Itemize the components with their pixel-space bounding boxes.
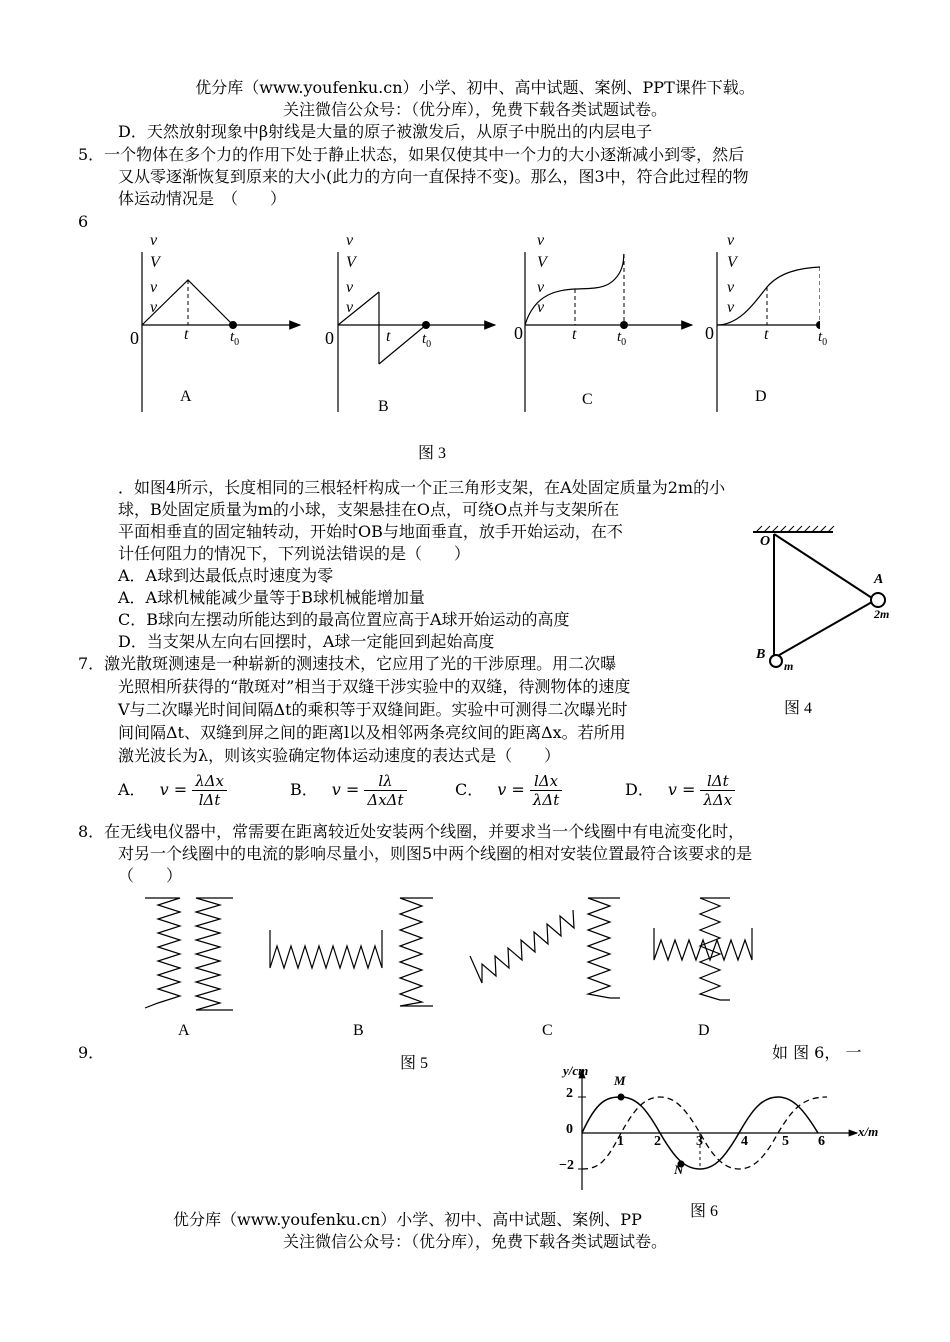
fig3-d-V: V bbox=[727, 254, 737, 271]
fig6-tick-x2: 2 bbox=[654, 1134, 661, 1149]
fig3-a-v1: v bbox=[150, 232, 158, 249]
fig4-label-m: m bbox=[784, 659, 794, 673]
fig5-label-d: D bbox=[698, 1022, 710, 1039]
fig6-tick-yn2: −2 bbox=[559, 1158, 574, 1173]
q7-line-4: 间间隔Δt、双缝到屏之间的距离l以及相邻两条亮纹间的距离Δx。若所用 bbox=[118, 723, 626, 742]
fig3-c-v2: v bbox=[537, 279, 545, 296]
fig3-b-v2: v bbox=[346, 279, 354, 296]
q8-line-1: 8．在无线电仪器中，常需要在距离较近处安装两个线圈，并要求当一个线圈中有电流变化时， bbox=[78, 822, 745, 841]
q9-number: 9． bbox=[78, 1043, 105, 1062]
fig6-tick-y2: 2 bbox=[566, 1086, 573, 1101]
graph-a bbox=[142, 252, 300, 412]
fig3-b-v3: v bbox=[346, 299, 354, 316]
q6-option-c: C．B球向左摆动所能达到的最高位置应高于A球开始运动的高度 bbox=[118, 610, 570, 629]
fig3-a-v2: v bbox=[150, 279, 158, 296]
fig3-caption: 图 3 bbox=[418, 445, 447, 462]
figure-3 bbox=[120, 232, 823, 422]
q5-line-2: 又从零逐渐恢复到原来的大小(此力的方向一直保持不变)。那么，图3中，符合此过程的物 bbox=[118, 167, 749, 186]
header-line-1: 优分库（www.youfenku.cn）小学、初中、高中试题、案例、PPT课件下载。 bbox=[195, 78, 755, 97]
fig3-label-c: C bbox=[582, 391, 593, 408]
fig3-c-v1: v bbox=[537, 232, 545, 249]
fig3-d-origin: 0 bbox=[705, 323, 714, 343]
q6-line-4: 计任何阻力的情况下，下列说法错误的是（ ） bbox=[118, 544, 471, 563]
q7-option-a: A． v = $\frac{\text{λΔx}}{\text{lΔt}}$ bbox=[118, 772, 227, 809]
fig3-d-v1: v bbox=[727, 232, 735, 249]
fig3-a-V: V bbox=[150, 254, 160, 271]
fig3-c-V: V bbox=[537, 254, 547, 271]
q6-number: 6 bbox=[78, 212, 89, 231]
fig3-a-t0-sub: 0 bbox=[234, 337, 240, 348]
fig6-label-m: M bbox=[614, 1073, 626, 1088]
fig4-caption: 图 4 bbox=[784, 700, 813, 717]
fig4-label-b: B bbox=[756, 647, 766, 662]
fig6-tick-x6: 6 bbox=[818, 1134, 825, 1149]
fig4-label-o: O bbox=[760, 534, 771, 549]
fig6-tick-y0: 0 bbox=[566, 1122, 573, 1137]
fig3-a-v3: v bbox=[150, 299, 158, 316]
q9-text: 如 图 6， 一 bbox=[772, 1043, 862, 1062]
fig3-c-t: t bbox=[572, 326, 577, 343]
fig3-label-d: D bbox=[755, 388, 767, 405]
fig3-b-t: t bbox=[386, 328, 391, 345]
fig3-d-t0-sub: 0 bbox=[822, 337, 828, 348]
figure-4 bbox=[748, 522, 908, 672]
fig3-a-t: t bbox=[184, 326, 189, 343]
fig3-b-t0: t bbox=[422, 331, 427, 347]
fig4-label-a: A bbox=[874, 572, 884, 587]
q6-option-b: A．A球机械能减少量等于B球机械能增加量 bbox=[118, 588, 425, 607]
fig6-x-label: x/m bbox=[858, 1124, 879, 1139]
fig6-tick-x3: 3 bbox=[696, 1134, 703, 1149]
fig3-b-V: V bbox=[346, 254, 356, 271]
figure-5 bbox=[130, 888, 780, 1018]
fig3-a-t0: t bbox=[230, 329, 235, 345]
q7-option-c: C． v = $\frac{\text{lΔx}}{\text{λΔt}}$ bbox=[455, 772, 562, 809]
footer-line-1: 优分库（www.youfenku.cn）小学、初中、高中试题、案例、PP bbox=[173, 1210, 642, 1229]
fig3-a-origin: 0 bbox=[130, 328, 139, 348]
fig3-label-a: A bbox=[180, 388, 192, 405]
fig3-d-t: t bbox=[764, 326, 769, 343]
q7-line-2: 光照相所获得的“散斑对”相当于双缝干涉实验中的双缝，待测物体的速度 bbox=[118, 677, 631, 696]
fig6-tick-x5: 5 bbox=[782, 1134, 789, 1149]
fig6-tick-x4: 4 bbox=[741, 1134, 748, 1149]
q7-option-d: D． v = $\frac{\text{lΔt}}{\text{λΔx}}$ bbox=[625, 772, 735, 809]
q8-line-2: 对另一个线圈中的电流的影响尽量小，则图5中两个线圈的相对安装位置最符合该要求的是 bbox=[118, 844, 753, 863]
q4-option-d: D．天然放射现象中β射线是大量的原子被激发后，从原子中脱出的内层电子 bbox=[118, 122, 653, 141]
fig3-c-t0-sub: 0 bbox=[621, 337, 627, 348]
fig3-b-origin: 0 bbox=[325, 328, 334, 348]
graph-d bbox=[717, 252, 823, 412]
q5-line-1: 5．一个物体在多个力的作用下处于静止状态，如果仅使其中一个力的大小逐渐减小到零，然后 bbox=[78, 145, 745, 164]
fig4-label-2m: 2m bbox=[874, 607, 890, 621]
fig3-b-v1: v bbox=[346, 232, 354, 249]
q7-line-5: 激光波长为λ，则该实验确定物体运动速度的表达式是（ ） bbox=[118, 746, 561, 765]
fig6-caption: 图 6 bbox=[690, 1203, 719, 1220]
fig3-c-v3: v bbox=[537, 299, 545, 316]
graph-b bbox=[338, 252, 495, 412]
q6-line-3: 平面相垂直的固定轴转动，开始时OB与地面垂直，放手开始运动，在不 bbox=[118, 522, 623, 541]
fig5-label-a: A bbox=[178, 1022, 190, 1039]
fig3-b-t0-sub: 0 bbox=[426, 339, 432, 350]
fig3-d-v2: v bbox=[727, 279, 735, 296]
header-line-2: 关注微信公众号：（优分库），免费下载各类试题试卷。 bbox=[282, 100, 667, 119]
q6-option-d: D．当支架从左向右回摆时，A球一定能回到起始高度 bbox=[118, 632, 495, 651]
fig5-label-c: C bbox=[542, 1022, 553, 1039]
fig3-d-v3: v bbox=[727, 299, 735, 316]
q8-line-3: （ ） bbox=[118, 866, 183, 885]
q7-line-3: V与二次曝光时间间隔Δt的乘积等于双缝间距。实验中可测得二次曝光时 bbox=[118, 700, 628, 719]
q6-option-a: A．A球到达最低点时速度为零 bbox=[118, 566, 334, 585]
q7-option-b: B． v = $\frac{l\lambda}{\text{ΔxΔt}}$ bbox=[290, 772, 407, 809]
q6-line-2: 球，B处固定质量为m的小球，支架悬挂在O点，可绕O点并与支架所在 bbox=[118, 500, 620, 519]
fig3-c-t0: t bbox=[617, 329, 622, 345]
fig6-tick-x1: 1 bbox=[617, 1134, 624, 1149]
fig5-label-b: B bbox=[353, 1022, 364, 1039]
fig5-caption: 图 5 bbox=[400, 1055, 429, 1072]
fig3-c-origin: 0 bbox=[514, 323, 523, 343]
fig6-y-label: y/cm bbox=[563, 1063, 589, 1078]
fig6-label-n: N bbox=[674, 1162, 684, 1177]
footer-line-2: 关注微信公众号：（优分库），免费下载各类试题试卷。 bbox=[282, 1232, 667, 1251]
graph-c bbox=[525, 252, 692, 412]
q5-line-3: 体运动情况是 （ ） bbox=[118, 189, 287, 208]
figure-6 bbox=[552, 1060, 892, 1200]
fig3-label-b: B bbox=[378, 398, 389, 415]
q7-line-1: 7．激光散斑测速是一种崭新的测速技术，它应用了光的干涉原理。用二次曝 bbox=[78, 654, 617, 673]
fig3-d-t0: t bbox=[818, 329, 823, 345]
q6-line-1: ．如图4所示，长度相同的三根轻杆构成一个正三角形支架，在A处固定质量为2m的小 bbox=[118, 478, 726, 497]
